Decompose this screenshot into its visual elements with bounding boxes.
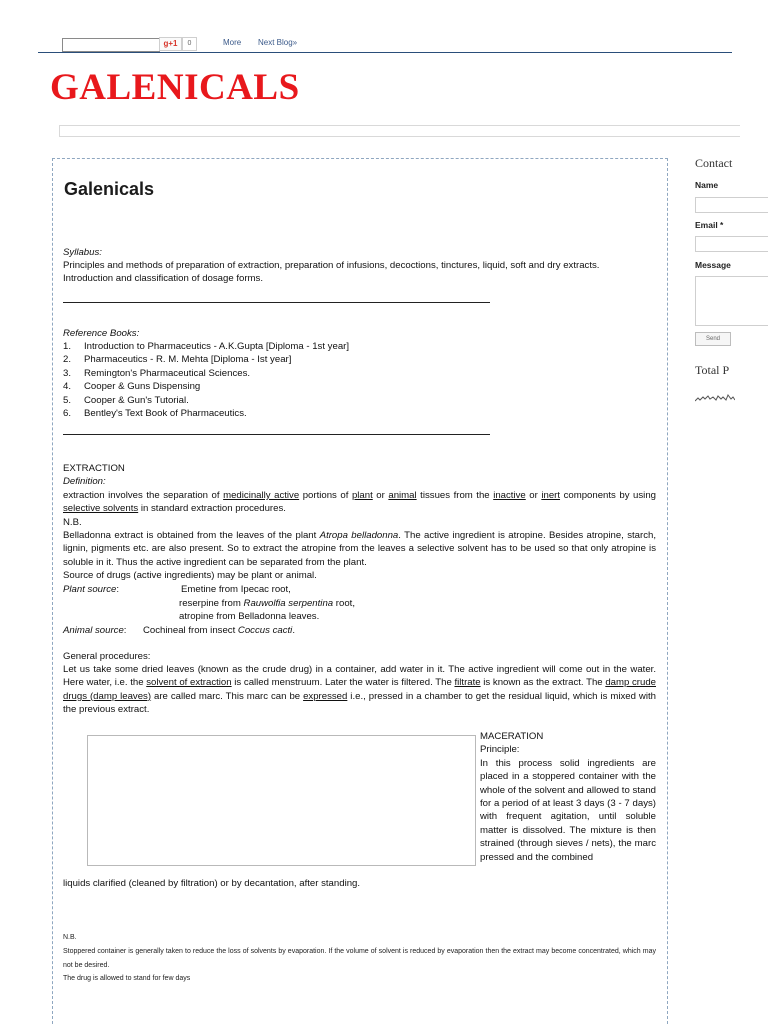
plant-source-line: atropine from Belladonna leaves. [179, 611, 320, 622]
link-plant[interactable]: plant [351, 490, 373, 501]
nb2-label: N.B. [63, 934, 77, 941]
list-item: 3. Remington's Pharmaceutical Sciences. [63, 367, 251, 379]
maceration-heading: MACERATION [480, 731, 544, 742]
extraction-heading: EXTRACTION [63, 463, 125, 474]
nb2-text: Stoppered container is generally taken to reduce the loss of solvents by evaporation. If the volume of solvent is reduced by evaporation then the extract may become concentrated, which may not be desired. [63, 948, 656, 969]
plant-source-line: reserpine from Rauwolfia serpentina root, [179, 598, 355, 609]
email-label: Email * [695, 220, 724, 230]
blog-title[interactable]: GALENICALS [50, 67, 300, 108]
link-inactive[interactable]: inactive [493, 490, 526, 501]
plus-one-count: 0 [182, 37, 197, 51]
definition-text: extraction involves the separation of medicinally active portions of plant or animal tissues from the inactive or inert components by using selective solvents in standard extraction procedures. [63, 490, 656, 515]
belladonna-paragraph: Belladonna extract is obtained from the leaves of the plant Atropa belladonna. The active ingredient is atropine. Besides atropine, starch, lignin, pigments etc. are also present. So to extract the atropine from the leaves a selective solvent has to be used so that only atropine is soluble in it. Thus the active ingredient can be separated from the plant. [63, 530, 656, 568]
principle-label: Principle: [480, 744, 520, 756]
page-tabs-bar [59, 125, 740, 137]
message-field[interactable] [695, 276, 768, 326]
list-item: 2. Pharmaceutics - R. M. Mehta [Diploma - Ist year] [63, 354, 292, 366]
list-item: 4. Cooper & Guns Dispensing [63, 381, 201, 393]
list-item: 6. Bentley's Text Book of Pharmaceutics. [63, 408, 247, 420]
link-expressed[interactable]: expressed [303, 690, 348, 702]
nb-label: N.B. [63, 517, 82, 528]
send-button[interactable]: Send [695, 332, 731, 346]
reference-list [63, 340, 349, 420]
syllabus-text: Principles and methods of preparation of extraction, preparation of infusions, decoctions, tinctures, liquid, soft and dry extracts. Introduction and classification of dosage forms. [63, 260, 600, 285]
link-animal[interactable]: animal [388, 490, 417, 501]
google-plus-one-button[interactable]: g+1 [159, 37, 182, 51]
divider [63, 434, 490, 435]
blogger-navbar [0, 0, 768, 54]
link-solvent-of-extraction[interactable]: solvent of extraction [146, 677, 232, 689]
animal-source-line: Cochineal from insect Coccus cacti. [143, 625, 295, 636]
list-item: 1. Introduction to Pharmaceutics - A.K.Gupta [Diploma - 1st year] [63, 341, 350, 352]
nb2-text2: The drug is allowed to stand for few days [63, 975, 191, 982]
post-title[interactable]: Galenicals [64, 179, 155, 199]
link-selective-solvents[interactable]: selective solvents [63, 503, 139, 515]
navbar-search-input[interactable] [62, 38, 160, 52]
navbar-divider [38, 52, 732, 53]
source-text: Source of drugs (active ingredients) may be plant or animal. [63, 570, 317, 581]
divider [63, 302, 490, 303]
maceration-text: In this process solid ingredients are placed in a stoppered container with the whole of the solvent and allowed to stand for a period of at least 3 days (3 - 7 days) with frequent agitation, until soluble matter is dissolved. The mixture is then strained (through sieves / nets), the marc pressed and the combined [480, 757, 656, 863]
maceration-continued: liquids clarified (cleaned by filtration) or by decantation, after standing. [63, 878, 361, 889]
definition-label: Definition: [63, 476, 106, 487]
message-label: Message [695, 260, 731, 270]
plant-source-label: Plant source: [63, 584, 119, 595]
syllabus-heading: Syllabus: [63, 247, 102, 258]
link-inert[interactable]: inert [541, 490, 561, 501]
link-damp-crude-drugs[interactable]: damp crude drugs (damp leaves) [63, 677, 656, 702]
reference-heading: Reference Books: [63, 328, 140, 339]
link-filtrate[interactable]: filtrate [454, 677, 481, 689]
total-pageviews-heading: Total P [695, 363, 730, 377]
more-link[interactable]: More [223, 38, 242, 47]
name-field[interactable] [695, 197, 768, 213]
email-field[interactable] [695, 236, 768, 252]
general-procedures-heading: General procedures: [63, 651, 151, 662]
maceration-section [480, 730, 656, 864]
plant-source-line: Emetine from Ipecac root, [181, 584, 291, 595]
contact-form-heading: Contact [695, 156, 733, 170]
sidebar [695, 150, 768, 450]
next-blog-link[interactable]: Next Blog» [258, 38, 298, 47]
pageviews-sparkline [695, 391, 735, 403]
animal-source-label: Animal source: [63, 625, 127, 636]
list-item: 5. Cooper & Gun's Tutorial. [63, 394, 189, 406]
link-medicinally-active[interactable]: medicinally active [223, 490, 300, 501]
post-container [52, 158, 668, 1024]
maceration-image [87, 735, 476, 866]
general-procedures-text: Let us take some dried leaves (known as the crude drug) in a container, add water in it. The active ingredient will come out in the water. Here water, i.e. the solvent of extraction is called menstruum. Later the water is filtered. The filtrate is known as the extract. The damp crude drugs (damp leaves) are called marc. This marc can be expressed i.e., pressed in a chamber to get the residual liquid, which is mixed with the previous extract. [63, 664, 656, 716]
name-label: Name [695, 180, 719, 190]
